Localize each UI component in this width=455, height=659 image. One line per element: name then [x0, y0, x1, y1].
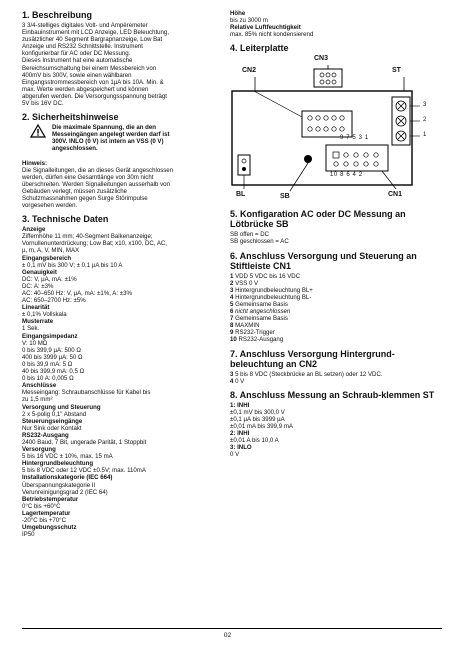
section-8-title: 8. Anschluss Messung an Schraub-klemmen ST: [230, 389, 435, 400]
humidity-value: max. 85% nicht kondensierend: [230, 31, 314, 39]
warning-line: Messeingängen angelegt werden darf ist: [52, 131, 170, 139]
text-line: abgerufen werden. Die Versorgungsspannung beträgt: [22, 92, 167, 100]
cn1-pins-top: 9 7 5 3 1: [340, 135, 369, 142]
spec-label: Eingangsimpedanz: [22, 332, 78, 340]
st-terminal-item: ±0,01 A bis 10,0 A: [230, 437, 279, 445]
spec-value: -20°C bis +70°C: [22, 517, 66, 524]
text-line: Anzeige und RS232 Schnittstelle. Instrument: [22, 43, 143, 51]
warning-block: [30, 124, 222, 152]
st-terminal-item: 2: INHI: [230, 430, 250, 438]
pcb-drawing: [230, 55, 442, 205]
spec-value: Vornullenunterdrückung; Low Bat; x10, x100, DC, AC,: [22, 240, 167, 248]
st-terminal-item: 3: INLO: [230, 444, 252, 452]
cn1-pin-item: 6 nicht angeschlossen: [230, 308, 291, 316]
section-1-title: 1. Beschreibung: [22, 10, 93, 20]
section-5-title: 5. Konfigaration AC oder DC Messung an Lötbrücke SB: [230, 209, 406, 230]
hoehe-label: Höhe: [230, 10, 246, 17]
spec-value: AC: 650–2700 Hz: ±5%: [22, 297, 86, 305]
text-line: vorgesehen werden.: [22, 202, 78, 210]
section-3-title: 3. Technische Daten: [22, 214, 109, 225]
spec-value: V: 10 MΩ: [22, 339, 48, 347]
spec-label: Versorgung: [22, 446, 56, 454]
text-line: 400mV bis 300V, sowie einen wählbaren: [22, 71, 132, 79]
st-terminal-item: 0 V: [230, 451, 240, 459]
st-label: ST: [392, 67, 401, 75]
spec-value: Ziffernhöhe 11 mm; 40-Segment Balkenanzeige;: [22, 233, 153, 241]
spec-value: 40 bis 399,9 mA: 0,5 Ω: [22, 368, 85, 376]
spec-value: µ, m, A, V, MIN, MAX: [22, 247, 80, 255]
cn1-label: CN1: [388, 191, 403, 199]
st-terminal-item: 1: INHI: [230, 401, 250, 409]
st-terminal-1: 1: [423, 132, 427, 139]
spec-label: Hintergrundbeleuchtung: [22, 460, 94, 468]
st-terminal-2: 2: [423, 117, 427, 124]
spec-label: Installationskategorie (IEC 664): [22, 474, 113, 482]
section-5-text: [230, 231, 442, 245]
spec-value: 0 bis 399,9 µA: 500 Ω: [22, 346, 81, 354]
cn1-pin-item: 4 Hintergrundbeleuchtung BL-: [230, 293, 312, 301]
spec-label: Betriebstemperatur: [22, 495, 79, 503]
spec-value: 5 bis 16 VDC ± 10%, max. 15 mA: [22, 453, 113, 461]
spec-value: ± 0,1 mV bis 300 V; ± 0,1 µA bis 10 A: [22, 261, 123, 269]
cn1-pins-bottom: 10 8 6 4 2: [330, 172, 363, 179]
st-terminal-3: 3: [423, 102, 427, 109]
text-line: max. Werte werden abgespeichert und können: [22, 85, 149, 93]
section-4-title: 4. Leiterplatte: [230, 43, 289, 54]
text-line: 5V bis 16V DC.: [22, 100, 64, 108]
text-line: Dieses Instrument hat eine automatische: [22, 57, 133, 65]
spec-label: Versorgung und Steuerung: [22, 403, 101, 411]
page-number: 02: [223, 632, 232, 639]
text-line: konfigurierbar für AC oder DC Messung.: [22, 50, 131, 58]
warning-line: angeschlossen.: [52, 145, 98, 153]
humidity-label: Relative Luftfeuchtigkeit: [230, 24, 301, 32]
spec-value: IP50: [22, 531, 35, 539]
spec-value: Messeingang: Schraubanschlüsse für Kabel bis: [22, 389, 151, 397]
cn2-label: CN2: [242, 67, 257, 75]
text-line: werden, dürfen eine Gesamtlänge von 30m nicht: [22, 173, 154, 181]
spec-value: 0 bis 10 A: 0,005 Ω: [22, 375, 74, 383]
text-line: 3 3/4-stelliges digitales Volt- und Ampèremeter: [22, 22, 148, 29]
spec-label: Steuerungseingänge: [22, 417, 83, 425]
warning-line: Die maximale Spannung, die an den: [52, 124, 156, 132]
text-line: Schutzmassnahmen gegen Surge Störimpulse: [22, 194, 148, 202]
spec-value: 5 bis 8 VDC oder 12 VDC ±0.5V; max. 110mA: [22, 467, 146, 475]
spec-label: Genauigkeit: [22, 268, 57, 276]
warning-triangle-icon: [30, 124, 46, 138]
description-text: [22, 22, 222, 107]
text-line: Einbauinstrument mit LCD Anzeige, LED Beleuchtung,: [22, 29, 170, 37]
spec-value: 2 x 5-polig 0,1" Abstand: [22, 410, 87, 418]
sb-label: SB: [280, 193, 290, 201]
warning-text: [52, 124, 170, 152]
spec-value: AC: 40–650 Hz: V, µA, mA: ±1%, A: ±3%: [22, 290, 132, 297]
text-line: Gebäuden verlegt, müssen zusätzliche: [22, 187, 128, 195]
cn1-pin-item: 5 Gemeinsame Basis: [230, 300, 288, 308]
spec-value: Nur Sink oder Kontakt: [22, 424, 82, 432]
st-terminal-item: ±0,1 µA bis 3999 µA: [230, 415, 285, 423]
spec-list: [22, 226, 222, 538]
spec-label: Umgebungsschutz: [22, 524, 77, 532]
spec-value: Verunreinigungsgrad 2 (IEC 64): [22, 488, 108, 496]
spec-label: Musterrate: [22, 318, 54, 326]
left-column: [22, 10, 222, 538]
cn2-pin-item: 3 5 bis 8 VDC (Steckbrücke an BL setzen) oder 12 VDC.: [230, 370, 383, 378]
spec-label: RS232-Ausgang: [22, 431, 69, 439]
text-line: Eingangsstrommessbereich von 1µA bis 10A. Min. &: [22, 78, 164, 86]
cn1-pin-item: 1 VDD 5 VDC bis 16 VDC: [230, 272, 301, 280]
warning-line: 300V. INLO (0 V) ist intern an VSS (0 V): [52, 138, 164, 146]
spec-value: ± 0,1% Vollskala: [22, 311, 67, 319]
cn1-pin-item: 3 Hintergrundbeleuchtung BL+: [230, 286, 313, 294]
spec-label: Eingangsbereich: [22, 254, 72, 262]
section-7-text: [230, 371, 442, 385]
text-line: überschreiten. Werden Signalleitungen ausserhalb von: [22, 180, 170, 188]
cn1-pin-item: 9 RS232-Trigger: [230, 329, 275, 337]
right-column: [230, 10, 442, 458]
footer-rule: [22, 628, 442, 629]
text-line: Die Signalleitungen, die an dieses Gerät angeschlossen: [22, 166, 174, 174]
hint-title: Hinweis:: [22, 159, 48, 167]
spec-value: 2400 Baud, 7 Bit, ungerade Parität, 1 Stoppbit: [22, 438, 147, 446]
spec-value: DC: A: ±3%: [22, 282, 54, 290]
cn1-pin-item: 7 Gemeinsame Basis: [230, 315, 288, 323]
text-line: SB geschlossen = AC: [230, 238, 289, 246]
cn1-pin-item: 8 MAXMIN: [230, 322, 260, 330]
spec-label: Anzeige: [22, 226, 46, 234]
section-2-title: 2. Sicherheitshinweise: [22, 112, 119, 123]
cn1-pin-item: 2 VSS 0 V: [230, 279, 259, 287]
cn3-label: CN3: [314, 55, 329, 63]
text-line: SB offen = DC: [230, 231, 270, 239]
spec-value: 0 bis 39,9 mA: 5 Ω: [22, 360, 73, 368]
pcb-diagram: [230, 55, 442, 205]
spec-value: 1 Sek.: [22, 325, 40, 333]
cn1-pin-list: [230, 273, 442, 344]
section-7-title: 7. Anschluss Versorgung Hintergrund-beleuchtung an CN2: [230, 348, 395, 369]
text-line: zusätzlicher 40 Segment Bargrapnanzeige, Low Bat: [22, 36, 163, 44]
text-line: Bereichsumschaltung bei einem Messbereich von: [22, 64, 157, 72]
hoehe-value: bis zu 3000 m: [230, 17, 268, 25]
section-8-text: [230, 402, 442, 459]
hint-text: [22, 167, 222, 210]
st-terminal-item: ±0,1 mV bis 300,0 V: [230, 408, 285, 416]
cn2-pin-item: 4 0 V: [230, 377, 245, 385]
spec-label: Linearität: [22, 304, 50, 312]
cn1-pin-item: 10 RS232-Ausgang: [230, 336, 284, 344]
spec-label: Lagertemperatur: [22, 509, 71, 517]
spec-label: Anschlüsse: [22, 382, 57, 390]
spec-value: DC: V, µA, mA: ±1%: [22, 275, 77, 283]
section-6-title: 6. Anschluss Versorgung und Steuerung an Stiftleiste CN1: [230, 250, 417, 271]
bl-label: BL: [236, 191, 246, 199]
st-terminal-item: ±0,01 mA bis 399,9 mA: [230, 422, 293, 430]
spec-value: 400 bis 3999 µA: 50 Ω: [22, 353, 83, 361]
spec-value: zu 1,5 mm²: [22, 396, 53, 404]
spec-value: 0°C bis +60°C: [22, 502, 61, 510]
spec-value: Überspannungskategorie II: [22, 481, 96, 489]
